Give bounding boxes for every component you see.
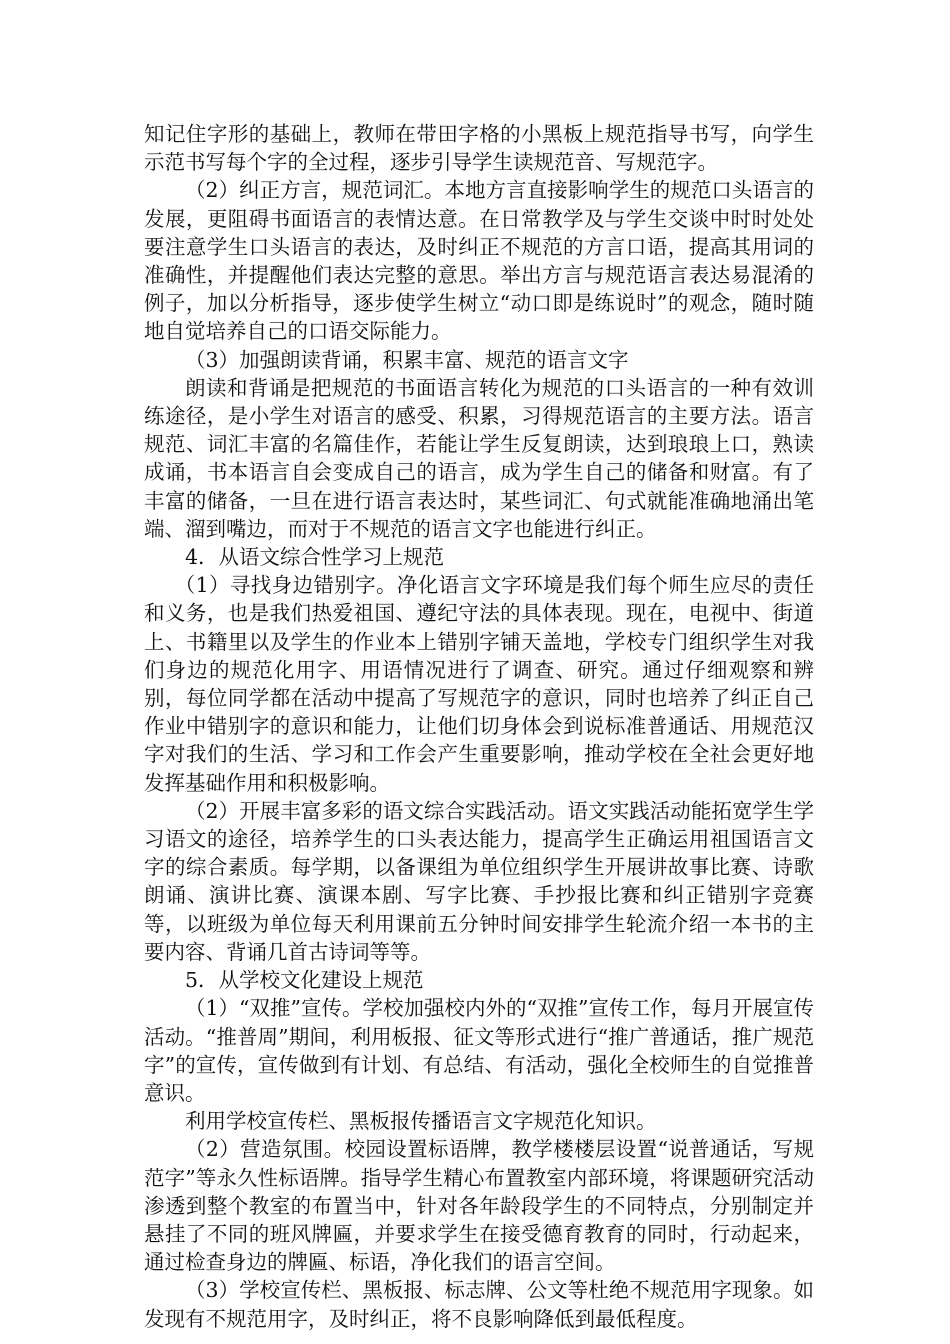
section-heading-4: 4．从语文综合性学习上规范 [185, 545, 445, 570]
paragraph-practice-activities: （2）开展丰富多彩的语文综合实践活动。语文实践活动能拓宽学生学习语文的途径，培养学生的口头表达能力，提高学生正确运用祖国语言文字的综合素质。每学期，以备课组为单位组织学生开展讲故事比赛、诗歌朗诵、演讲比赛、演课本剧、写字比赛、手抄报比赛和纠正错别字竞赛等，以班级为单位每天利用课前五分钟时间安排学生轮流介绍一本书的主要内容、背诵几首古诗词等等。 [144, 798, 814, 964]
paragraph-eliminate-nonstandard: （3）学校宣传栏、黑板报、标志牌、公文等杜绝不规范用字现象。如发现有不规范用字，及时纠正，将不良影响降低到最低程度。 [144, 1278, 814, 1331]
paragraph-find-wrong-characters: （1）寻找身边错别字。净化语言文字环境是我们每个师生应尽的责任和义务，也是我们热爱祖国、遵纪守法的具体表现。现在，电视中、街道上、书籍里以及学生的作业本上错别字铺天盖地，学校专门组织学生对我们身边的规范化用字、用语情况进行了调查、研究。通过仔细观察和辨别，每位同学都在活动中提高了写规范字的意识，同时也培养了纠正自己作业中错别字的意识和能力，让他们切身体会到说标准普通话、用规范汉字对我们的生活、学习和工作会产生重要影响，推动学校在全社会更好地发挥基础作用和积极影响。 [144, 573, 814, 795]
section-heading-5: 5．从学校文化建设上规范 [185, 968, 424, 993]
document-body [144, 120, 814, 1333]
subheading-reading-recitation: （3）加强朗读背诵，积累丰富、规范的语言文字 [185, 347, 629, 372]
paragraph-bulletin-boards: 利用学校宣传栏、黑板报传播语言文字规范化知识。 [185, 1109, 657, 1134]
paragraph-reading-recitation: 朗读和背诵是把规范的书面语言转化为规范的口头语言的一种有效训练途径，是小学生对语言的感受、积累，习得规范语言的主要方法。语言规范、词汇丰富的名篇佳作，若能让学生反复朗读，达到琅琅上口，熟读成诵，书本语言自会变成自己的语言，成为学生自己的储备和财富。有了丰富的储备，一旦在进行语言表达时，某些词汇、句式就能准确地涌出笔端、溜到嘴边，而对于不规范的语言文字也能进行纠正。 [144, 375, 814, 541]
paragraph-continuation: 知记住字形的基础上，教师在带田字格的小黑板上规范指导书写，向学生示范书写每个字的全过程，逐步引导学生读规范音、写规范字。 [144, 122, 814, 175]
paragraph-create-atmosphere: （2）营造氛围。校园设置标语牌，教学楼楼层设置“说普通话，写规范字”等永久性标语牌。指导学生精心布置教室内部环境，将课题研究活动渗透到整个教室的布置当中，针对各年龄段学生的不同特点，分别制定并悬挂了不同的班风牌匾，并要求学生在接受德育教育的同时，行动起来，通过检查身边的牌匾、标语，净化我们的语言空间。 [144, 1137, 814, 1275]
paragraph-double-promotion: （1）“双推”宣传。学校加强校内外的“双推”宣传工作，每月开展宣传活动。“推普周”期间，利用板报、征文等形式进行“推广普通话，推广规范字”的宣传，宣传做到有计划、有总结、有活动，强化全校师生的自觉推普意识。 [144, 996, 814, 1105]
paragraph-correct-dialect: （2）纠正方言，规范词汇。本地方言直接影响学生的规范口头语言的发展，更阻碍书面语言的表情达意。在日常教学及与学生交谈中时时处处要注意学生口头语言的表达，及时纠正不规范的方言口语，提高其用词的准确性，并提醒他们表达完整的意思。举出方言与规范语言表达易混淆的例子，加以分析指导，逐步使学生树立“动口即是练说时”的观念，随时随地自觉培养自己的口语交际能力。 [144, 178, 814, 344]
